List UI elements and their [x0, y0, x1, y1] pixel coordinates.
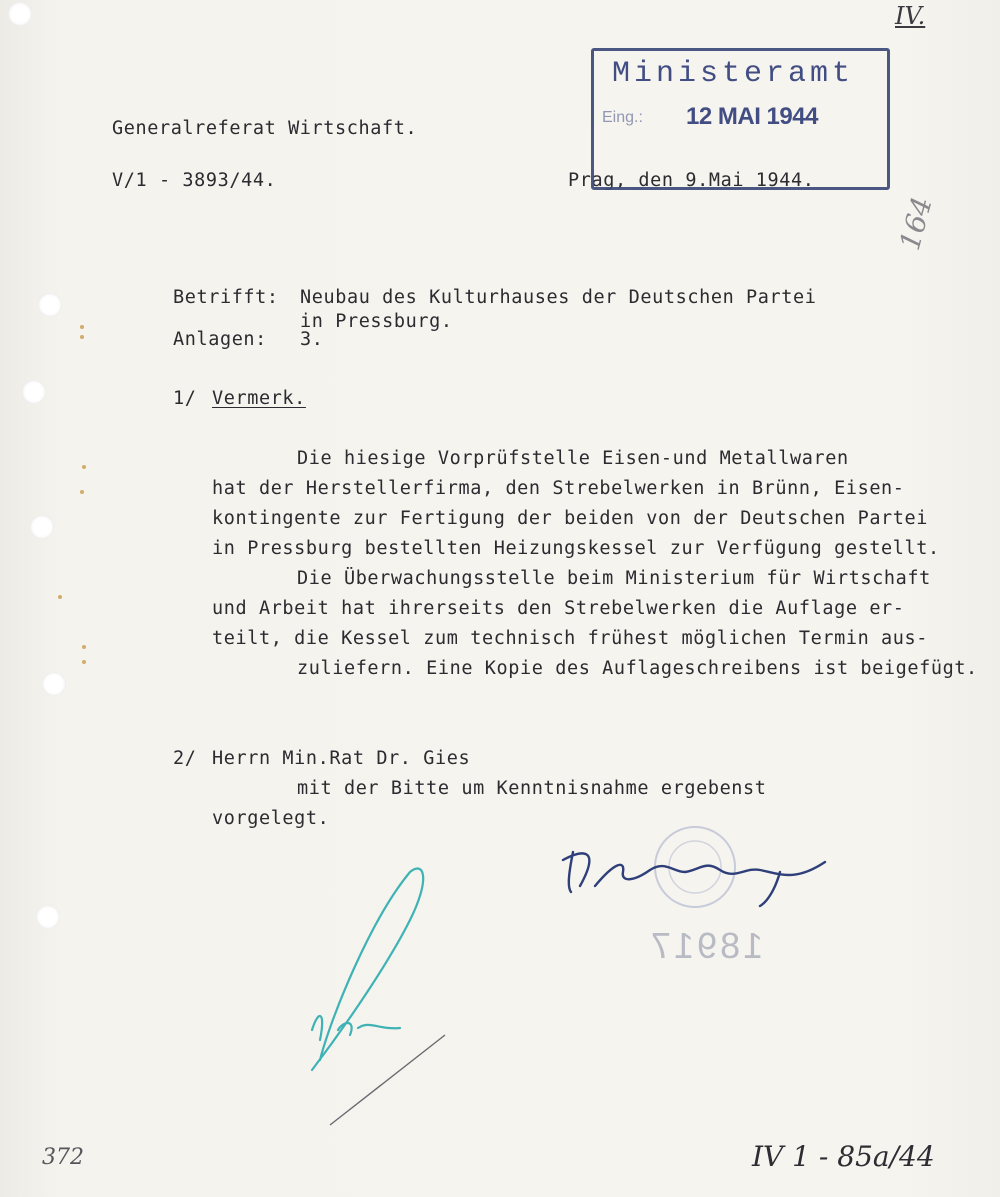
- rust-speck: [58, 595, 62, 599]
- item-2-number: 2/: [173, 748, 197, 769]
- item-1-number: 1/: [173, 388, 197, 409]
- reference-number: V/1 - 3893/44.: [112, 170, 277, 191]
- rust-speck: [80, 490, 84, 494]
- pencil-diagonal-line: [325, 1030, 455, 1130]
- body-line: zuliefern. Eine Kopie des Auflageschreibens ist beigefügt.: [297, 658, 978, 679]
- punch-hole: [42, 672, 66, 696]
- item-2-addressee: Herrn Min.Rat Dr. Gies: [212, 748, 471, 769]
- rust-speck: [82, 645, 86, 649]
- bottom-reference: IV 1 - 85a/44: [752, 1140, 935, 1173]
- bottom-left-number: 372: [42, 1145, 84, 1170]
- subject-line-1: Neubau des Kulturhauses der Deutschen Partei: [300, 287, 817, 308]
- stamp-eing-label: Eing.:: [602, 109, 643, 126]
- body-line: kontingente zur Fertigung der beiden von der Deutschen Partei: [212, 508, 929, 529]
- attachments-label: Anlagen:: [173, 329, 267, 350]
- body-line: und Arbeit hat ihrerseits den Strebelwerken die Auflage er-: [212, 598, 905, 619]
- body-line: teilt, die Kessel zum technisch frühest möglichen Termin aus-: [212, 628, 929, 649]
- subject-line-2: in Pressburg.: [300, 311, 453, 332]
- punch-hole: [22, 380, 46, 404]
- stamp-date: 12 MAI 1944: [686, 103, 818, 130]
- punch-hole: [36, 905, 60, 929]
- body-line: Die hiesige Vorprüfstelle Eisen-und Metallwaren: [297, 448, 849, 469]
- signature-blue: [555, 842, 845, 912]
- body-line: Die Überwachungsstelle beim Ministerium für Wirtschaft: [297, 568, 931, 589]
- sender-line: Generalreferat Wirtschaft.: [112, 118, 418, 139]
- rust-speck: [80, 325, 84, 329]
- rust-speck: [82, 660, 86, 664]
- item-2-closing: vorgelegt.: [212, 808, 330, 829]
- punch-hole: [8, 2, 32, 26]
- stamp-title: Ministeramt: [612, 57, 855, 91]
- item-1-heading: Vermerk.: [212, 388, 306, 409]
- punch-hole: [38, 293, 62, 317]
- side-pencil-number: 164: [893, 193, 939, 254]
- roman-numeral-annotation: IV.: [895, 2, 926, 30]
- bottom-faint-mark: [645, 1140, 656, 1179]
- place-date: Prag, den 9.Mai 1944.: [568, 170, 815, 191]
- attachments-value: 3.: [300, 329, 324, 350]
- rust-speck: [80, 335, 84, 339]
- subject-label: Betrifft:: [173, 287, 279, 308]
- ministeramt-stamp: [591, 48, 890, 190]
- rust-speck: [82, 465, 86, 469]
- item-2-request: mit der Bitte um Kenntnisnahme ergebenst: [297, 778, 767, 799]
- punch-hole: [30, 515, 54, 539]
- body-line: hat der Herstellerfirma, den Strebelwerken in Brünn, Eisen-: [212, 478, 905, 499]
- mirrored-bleed-number: 18917: [648, 925, 764, 966]
- body-line: in Pressburg bestellten Heizungskessel zur Verfügung gestellt.: [212, 538, 940, 559]
